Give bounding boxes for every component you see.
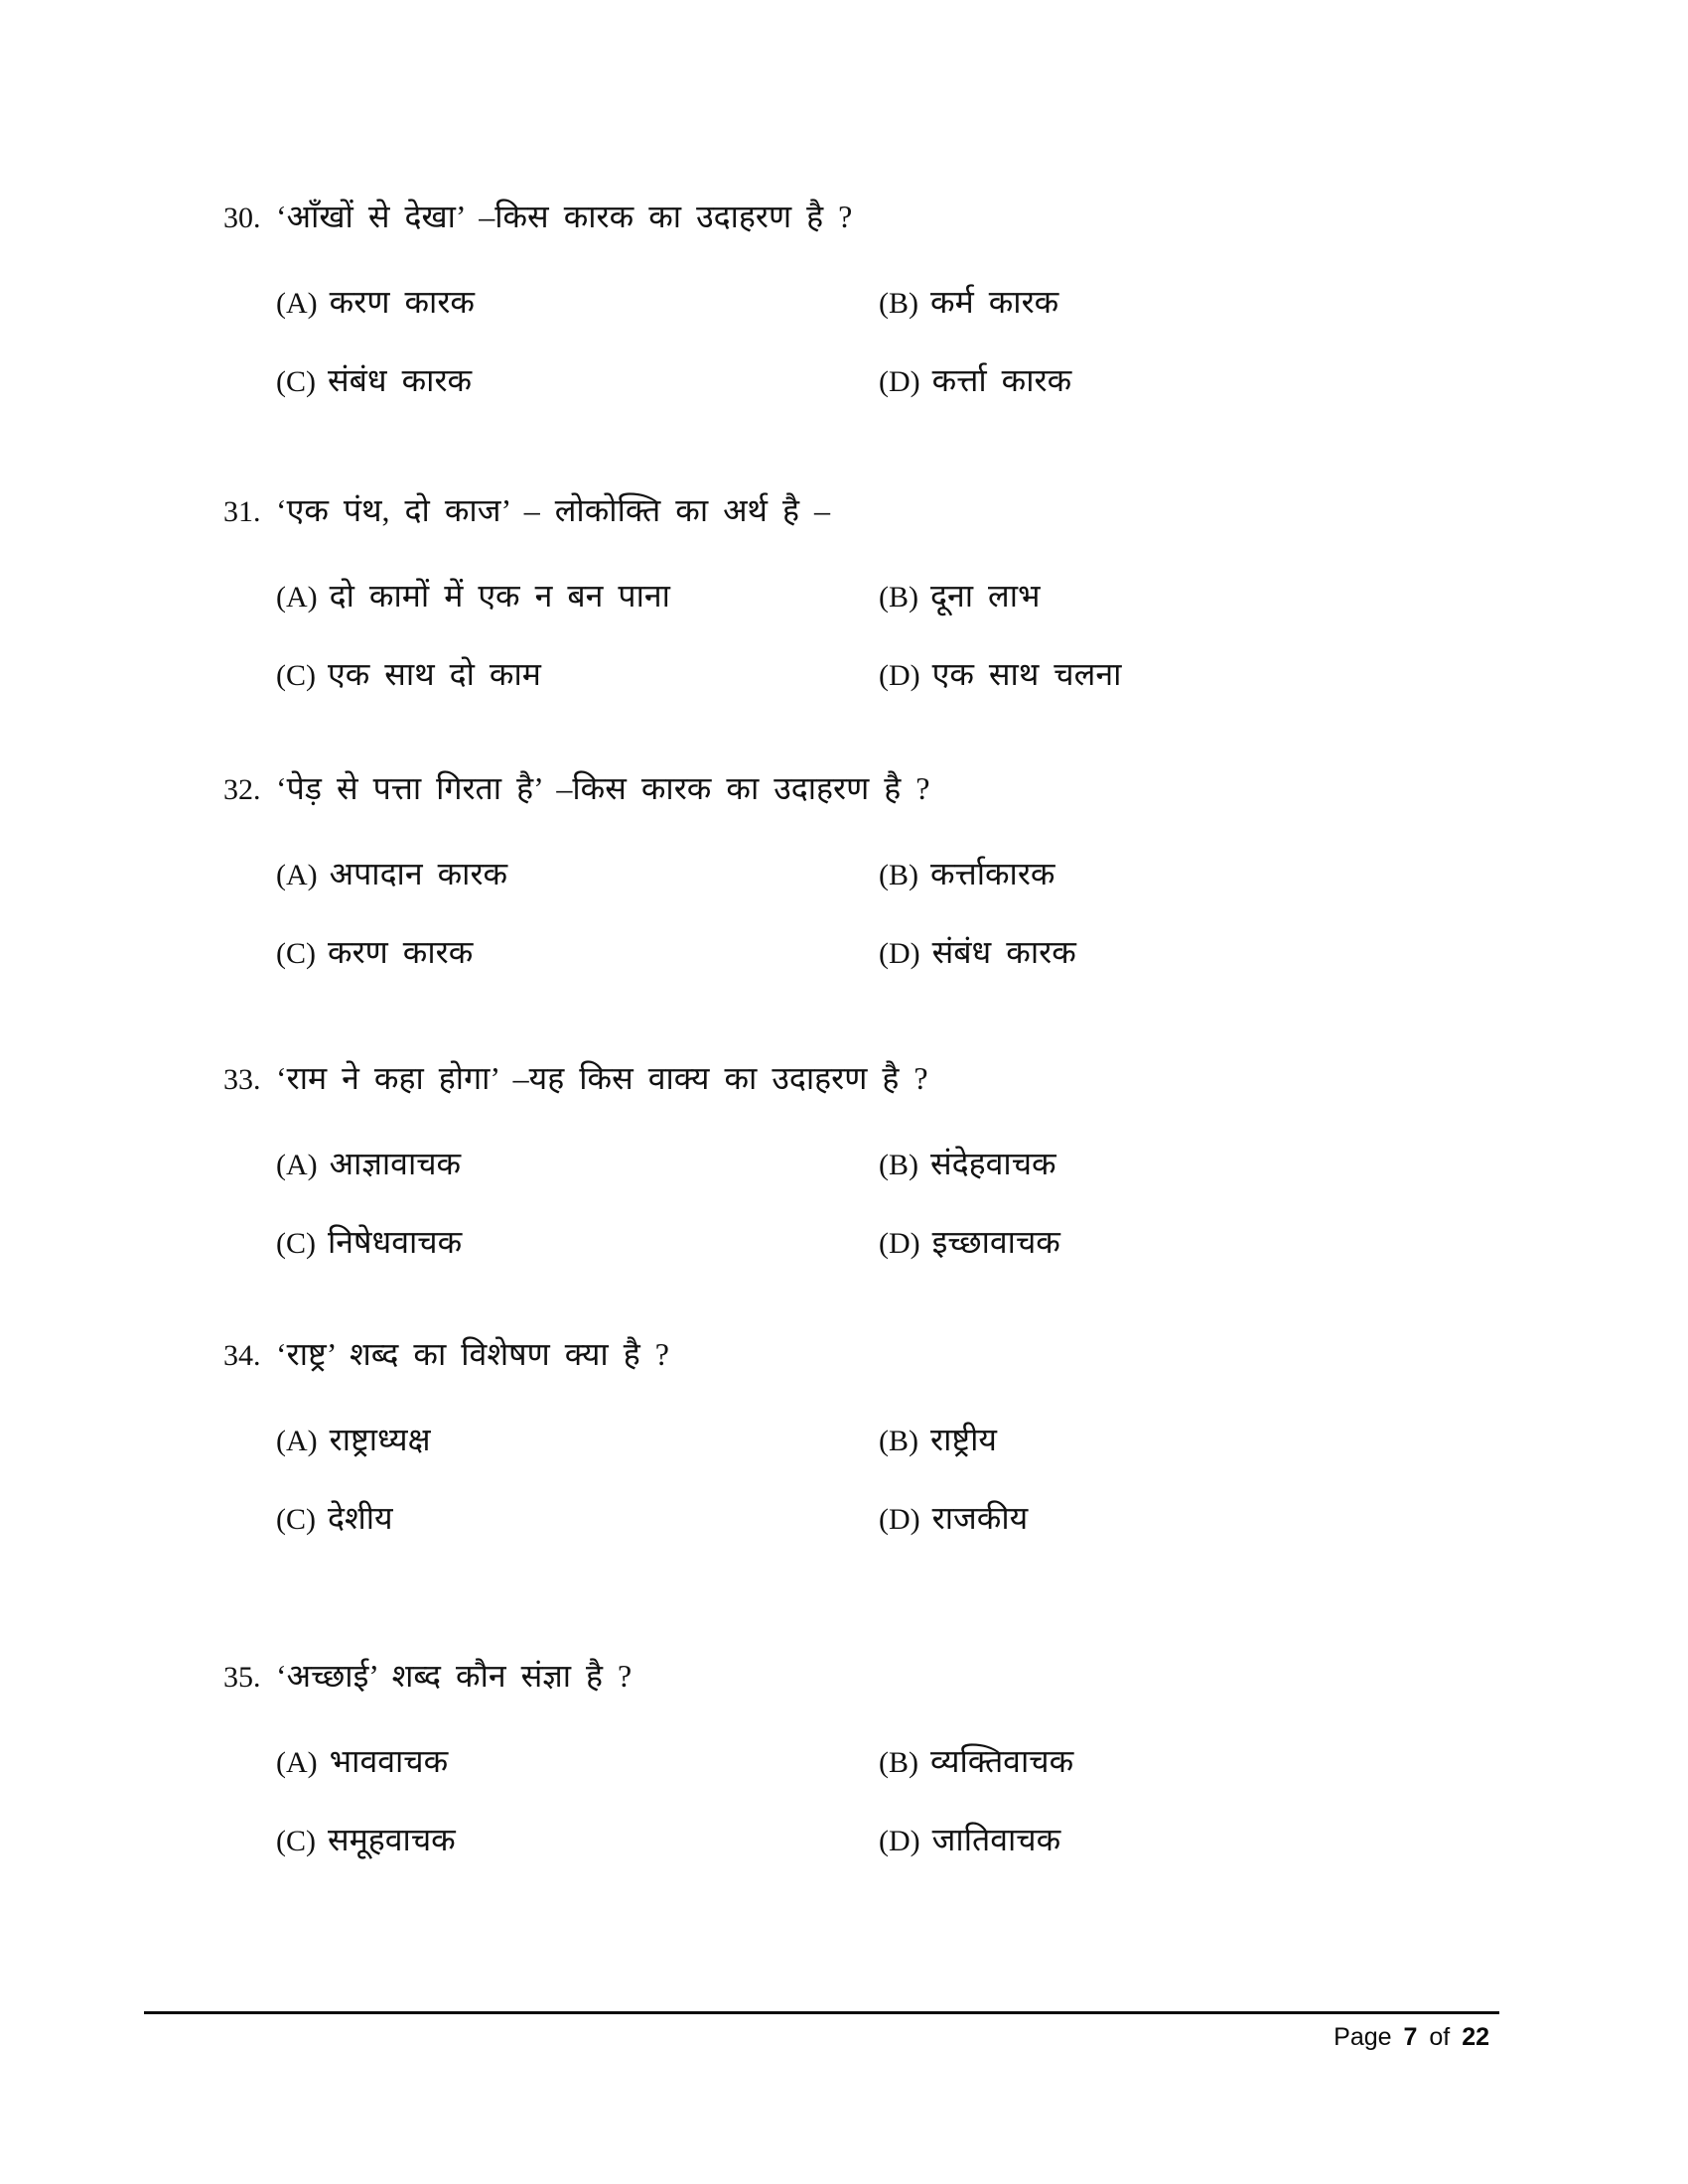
option-text: अपादान कारक xyxy=(329,856,508,891)
question-text: ‘राष्ट्र’ शब्द का विशेषण क्या है ? xyxy=(276,1336,669,1372)
option-label: (B) xyxy=(879,1746,918,1779)
footer-page-label: Page xyxy=(1334,2023,1392,2051)
option-label: (B) xyxy=(879,1149,918,1181)
option-label: (D) xyxy=(879,365,920,398)
option-label: (D) xyxy=(879,1227,920,1260)
option-label: (A) xyxy=(276,1746,318,1779)
option-text: राजकीय xyxy=(931,1500,1029,1536)
option-label: (D) xyxy=(879,1825,920,1857)
option-label: (D) xyxy=(879,1503,920,1536)
option-d xyxy=(879,1818,1539,1863)
footer-page-number: 7 xyxy=(1403,2023,1418,2051)
option-b xyxy=(879,1418,1539,1463)
question-32 xyxy=(223,766,1539,976)
option-label: (C) xyxy=(276,937,316,970)
option-a xyxy=(276,574,879,619)
question-30-options xyxy=(276,280,1539,404)
option-text: एक साथ चलना xyxy=(931,656,1122,692)
option-text: इच्छावाचक xyxy=(931,1224,1060,1260)
option-a xyxy=(276,1739,879,1785)
option-label: (D) xyxy=(879,659,920,692)
option-label: (C) xyxy=(276,1825,316,1857)
option-d xyxy=(879,652,1539,698)
option-c xyxy=(276,930,879,976)
option-text: देशीय xyxy=(328,1500,393,1536)
question-text: ‘एक पंथ, दो काज’ – लोकोक्ति का अर्थ है – xyxy=(276,492,831,528)
option-d xyxy=(879,358,1539,404)
option-label: (D) xyxy=(879,937,920,970)
question-30 xyxy=(223,195,1539,404)
option-label: (A) xyxy=(276,581,318,614)
option-d xyxy=(879,1496,1539,1542)
question-number: 35. xyxy=(223,1661,261,1694)
option-b xyxy=(879,1142,1539,1187)
question-31 xyxy=(223,488,1539,698)
footer-divider xyxy=(144,2011,1499,2014)
option-b xyxy=(879,1739,1539,1785)
question-34-options xyxy=(276,1418,1539,1542)
question-text: ‘आँखों से देखा’ –किस कारक का उदाहरण है ? xyxy=(276,199,853,234)
question-35 xyxy=(223,1654,1539,1863)
question-33-options xyxy=(276,1142,1539,1266)
option-text: निषेधवाचक xyxy=(328,1224,463,1260)
option-label: (B) xyxy=(879,287,918,320)
option-b xyxy=(879,280,1539,326)
option-label: (C) xyxy=(276,1503,316,1536)
question-number: 34. xyxy=(223,1339,261,1372)
option-c xyxy=(276,1496,879,1542)
option-d xyxy=(879,1220,1539,1266)
question-33 xyxy=(223,1056,1539,1266)
option-text: संबंध कारक xyxy=(328,362,473,398)
option-b xyxy=(879,852,1539,897)
question-number: 31. xyxy=(223,495,261,528)
option-c xyxy=(276,652,879,698)
option-label: (A) xyxy=(276,1425,318,1457)
page-number-footer xyxy=(144,2023,1489,2052)
option-text: कर्त्ता कारक xyxy=(931,362,1072,398)
option-label: (A) xyxy=(276,287,318,320)
option-text: भाववाचक xyxy=(329,1743,449,1779)
question-text: ‘अच्छाई’ शब्द कौन संज्ञा है ? xyxy=(276,1658,633,1694)
option-text: राष्ट्राध्यक्ष xyxy=(329,1422,431,1457)
question-34-header xyxy=(223,1332,1539,1378)
question-number: 33. xyxy=(223,1063,261,1096)
option-text: करण कारक xyxy=(328,934,474,970)
option-c xyxy=(276,358,879,404)
question-35-options xyxy=(276,1739,1539,1863)
option-text: कर्त्ताकारक xyxy=(930,856,1055,891)
question-text: ‘पेड़ से पत्ता गिरता है’ –किस कारक का उदाहरण है ? xyxy=(276,770,930,806)
question-number: 32. xyxy=(223,773,261,806)
option-label: (B) xyxy=(879,859,918,891)
footer-total-pages: 22 xyxy=(1462,2023,1489,2051)
question-33-header xyxy=(223,1056,1539,1102)
question-text: ‘राम ने कहा होगा’ –यह किस वाक्य का उदाहरण है ? xyxy=(276,1060,928,1096)
option-label: (C) xyxy=(276,365,316,398)
question-35-header xyxy=(223,1654,1539,1700)
option-d xyxy=(879,930,1539,976)
question-31-header xyxy=(223,488,1539,534)
option-text: जातिवाचक xyxy=(931,1822,1061,1857)
option-a xyxy=(276,852,879,897)
option-text: संदेहवाचक xyxy=(930,1146,1056,1181)
footer-of-label: of xyxy=(1429,2023,1451,2051)
option-text: दो कामों में एक न बन पाना xyxy=(329,578,670,614)
option-label: (C) xyxy=(276,1227,316,1260)
option-text: समूहवाचक xyxy=(328,1822,456,1857)
option-text: करण कारक xyxy=(329,284,475,320)
option-text: कर्म कारक xyxy=(930,284,1059,320)
question-34 xyxy=(223,1332,1539,1542)
option-c xyxy=(276,1818,879,1863)
option-label: (B) xyxy=(879,581,918,614)
question-31-options xyxy=(276,574,1539,698)
question-32-options xyxy=(276,852,1539,976)
question-30-header xyxy=(223,195,1539,240)
question-32-header xyxy=(223,766,1539,812)
option-label: (B) xyxy=(879,1425,918,1457)
option-b xyxy=(879,574,1539,619)
option-text: राष्ट्रीय xyxy=(930,1422,997,1457)
option-label: (A) xyxy=(276,1149,318,1181)
option-text: आज्ञावाचक xyxy=(329,1146,462,1181)
option-text: दूना लाभ xyxy=(930,578,1041,614)
option-label: (A) xyxy=(276,859,318,891)
option-c xyxy=(276,1220,879,1266)
option-text: एक साथ दो काम xyxy=(328,656,541,692)
option-label: (C) xyxy=(276,659,316,692)
option-text: व्यक्तिवाचक xyxy=(930,1743,1074,1779)
option-a xyxy=(276,280,879,326)
question-number: 30. xyxy=(223,202,261,234)
option-a xyxy=(276,1418,879,1463)
option-a xyxy=(276,1142,879,1187)
option-text: संबंध कारक xyxy=(931,934,1076,970)
